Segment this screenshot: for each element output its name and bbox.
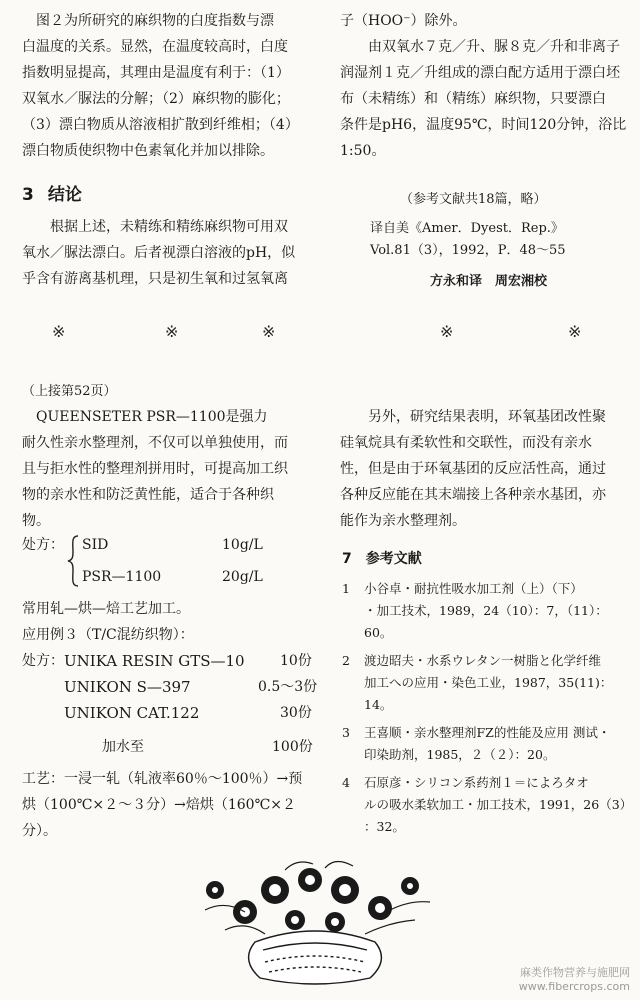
process-2-paragraph	[22, 766, 322, 844]
water-label: 加水至	[102, 739, 144, 755]
right-bottom-paragraph	[340, 404, 630, 534]
reference-line: 小谷卓・耐抗性吸水加工剂（上）（下）	[364, 581, 583, 596]
flower-vase-illustration	[185, 850, 445, 990]
recipe-label: 处方：	[22, 537, 64, 553]
reference-line: ルの吸水柔软加工・加工技术，1991，26（3）	[364, 797, 633, 812]
water-amount: 100份	[272, 739, 313, 755]
separator-mark: ※	[165, 322, 179, 341]
text-line: 分）。	[22, 823, 57, 839]
text-line: 双氧水／脲法的分解；（2）麻织物的膨化；	[22, 91, 290, 107]
recipe-item-amount: 30份	[280, 705, 312, 721]
section-title: 参考文献	[365, 551, 422, 567]
text-line: 各种反应能在其末端接上各种亲水基团，亦	[340, 487, 606, 503]
reference-item	[342, 650, 632, 716]
recipe-item-name: SID	[82, 537, 109, 553]
recipe-item-name: UNIKA RESIN GTS—10	[64, 652, 245, 670]
reference-item	[342, 578, 632, 644]
text-line: 图２为所研究的麻织物的白度指数与漂	[36, 13, 274, 29]
text-line: 布（未精练）和（精练）麻织物，只要漂白	[340, 91, 606, 107]
text-line: 子（HOO⁻）除外。	[340, 13, 467, 29]
reference-line: 石原彦・シリコン系药剂１＝によろタオ	[364, 775, 589, 790]
recipe-item-amount: 0.5～3份	[258, 679, 318, 695]
references-note: （参考文献共18篇，略）	[400, 192, 547, 207]
text-line: （3）漂白物质从溶液相扩散到纤维相；（4）	[22, 117, 299, 133]
text-line: 由双氧水７克／升、脲８克／升和非离子	[368, 39, 620, 55]
text-line: 硅氧烷具有柔软性和交联性，而没有亲水	[340, 435, 592, 451]
translator-credit: 方永和译 周宏湘校	[430, 274, 548, 289]
text-line: 另外，研究结果表明，环氧基团改性聚	[368, 409, 606, 425]
text-line: 耐久性亲水整理剂，不仅可以单独使用，而	[22, 435, 288, 451]
recipe-item-amount: 10g/L	[222, 537, 263, 553]
text-line: 性，但是由于环氧基团的反应活性高，通过	[340, 461, 606, 477]
text-line: 物的亲水性和防泛黄性能，适合于各种织	[22, 487, 274, 503]
text-line: 且与拒水性的整理剂拼用时，可提高加工织	[22, 461, 288, 477]
reference-line: 60。	[364, 625, 393, 640]
source-line: 译自美《Amer．Dyest．Rep.》	[370, 221, 564, 236]
source-line: Vol.81（3），1992，P．48～55	[370, 243, 566, 258]
recipe-item-name: UNIKON CAT.122	[64, 704, 200, 722]
text-line: 物。	[22, 513, 50, 529]
text-line: 根据上述，未精练和精练麻织物可用双	[50, 219, 288, 235]
text-line: 能作为亲水整理剂。	[340, 513, 466, 529]
brace-icon	[66, 534, 80, 588]
watermark-line: 麻类作物营养与施肥网	[520, 966, 630, 979]
recipe-2	[22, 648, 322, 768]
text-line: 氧水／脲法漂白。后者视漂白溶液的pH，似	[22, 245, 296, 261]
section-number: 7	[342, 551, 352, 567]
process-note	[22, 596, 194, 648]
watermark-line: www.fibercrops.com	[518, 980, 630, 993]
separator-mark: ※	[262, 322, 276, 341]
section-heading-references	[342, 548, 422, 568]
separator-mark: ※	[440, 322, 454, 341]
separator-mark: ※	[52, 322, 66, 341]
text-line: 条件是pH6，温度95℃，时间120分钟，浴比	[340, 117, 627, 133]
reference-line: 王喜顺・亲水整理剂FZ的性能及应用 测试・	[364, 725, 611, 740]
recipe-item-name: UNIKON S—397	[64, 678, 191, 696]
reference-line: ：32。	[364, 819, 405, 834]
reference-number: 2	[342, 653, 350, 668]
references-list	[342, 578, 632, 838]
section-heading-conclusion	[22, 180, 82, 205]
recipe-label: 处方：	[22, 653, 64, 669]
text-line: 指数明显提高，其理由是温度有利于：（1）	[22, 65, 290, 81]
recipe-item-amount: 10份	[280, 653, 312, 669]
psr-intro-paragraph	[22, 404, 322, 534]
reference-line: ・加工技术，1989，24（10）：7，（11）：	[364, 603, 608, 618]
reference-line: 渡边昭夫・水系ウレタン一树脂と化学纤维	[364, 653, 602, 668]
text-line: 常用轧—烘—焙工艺加工。	[22, 601, 190, 617]
recipe-item-name: PSR—1100	[82, 569, 162, 585]
reference-number: 4	[342, 775, 350, 790]
top-left-paragraph	[22, 8, 317, 164]
text-line: 白温度的关系。显然，在温度较高时，白度	[22, 39, 288, 55]
text-line: 漂白物质使织物中色素氧化并加以排除。	[22, 143, 274, 159]
text-line: 润湿剂１克／升组成的漂白配方适用于漂白坯	[340, 65, 620, 81]
text-line: 应用例３（T/C混纺织物）：	[22, 627, 194, 643]
section-number: 3	[22, 185, 34, 205]
reference-number: 1	[342, 581, 350, 596]
site-watermark	[519, 966, 630, 994]
text-line: 烘（100℃×２～３分）→焙烘（160℃×２	[22, 797, 296, 813]
reference-item	[342, 722, 632, 766]
text-line: QUEENSETER PSR—1100是强力	[36, 409, 268, 425]
top-right-paragraph	[340, 8, 630, 164]
section-title: 结论	[47, 185, 82, 205]
text-line: 乎含有游离基机理，只是初生氧和过氢氧离	[22, 271, 288, 287]
conclusion-paragraph	[22, 214, 317, 292]
continued-from-note: （上接第52页）	[22, 384, 117, 399]
separator-mark: ※	[568, 322, 582, 341]
source-citation	[370, 218, 566, 262]
section-separator	[0, 322, 640, 346]
reference-item	[342, 772, 632, 838]
text-line: 工艺：一浸一轧（轧液率60％～100％）→预	[22, 771, 303, 787]
reference-line: 加工への应用・染色工业，1987，35(11)：14。	[364, 675, 613, 712]
reference-line: 印染助剂，1985，２（２）：20。	[364, 747, 556, 762]
text-line: 1:50。	[340, 143, 386, 159]
recipe-item-amount: 20g/L	[222, 569, 263, 585]
reference-number: 3	[342, 725, 350, 740]
recipe-1	[22, 532, 322, 592]
